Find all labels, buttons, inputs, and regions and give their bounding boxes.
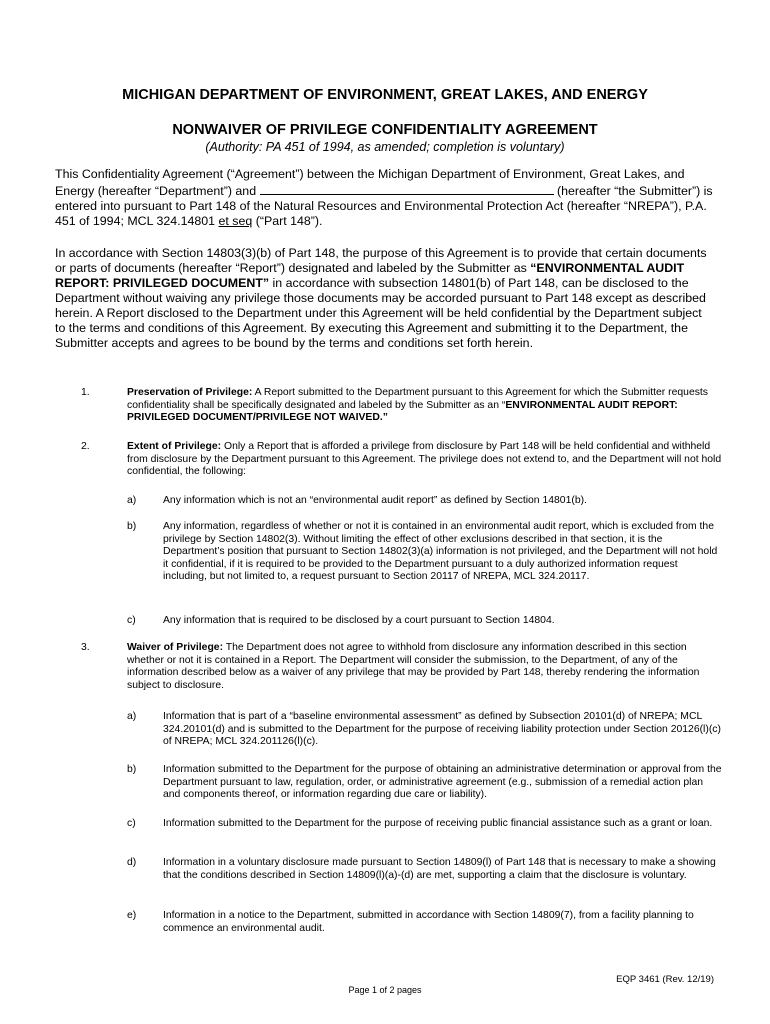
section-3-item-a-label: a)	[127, 711, 137, 722]
section-3-text: The Department does not agree to withhold from disclosure any information described in this section whether or not it is contained in a Report. The Department will consider the submission, to the Department, of any of the information described below as a waiver of any privilege that may be provided by Part 148, thereby rendering the information subject to disclosure.	[127, 642, 700, 691]
et-seq-text: et seq	[218, 214, 253, 228]
section-2-number: 2.	[81, 441, 90, 452]
section-3-item-d-label: d)	[127, 857, 137, 868]
section-3-item-e-label: e)	[127, 910, 137, 921]
section-2-item-c-text: Any information that is required to be disclosed by a court pursuant to Section 14804.	[163, 615, 555, 626]
intro-p2-text-a: In accordance with Section 14803(3)(b) of Part 148, the purpose of this Agreement is to provide that certain documents or parts of documents (hereafter “Report”) designated and labeled by the Submitter as	[55, 246, 707, 275]
document-title: NONWAIVER OF PRIVILEGE CONFIDENTIALITY AGREEMENT	[172, 122, 598, 138]
intro-p1-text-a: This Confidentiality Agreement (“Agreement”) between the Michigan Department of Environment, Great Lakes, and Energy (hereafter “Department”) and	[55, 167, 685, 198]
page-number: Page 1 of 2 pages	[348, 985, 422, 995]
section-1-number: 1.	[81, 387, 90, 398]
section-2-item-b-label: b)	[127, 521, 137, 532]
privileged-document-label: “ENVIRONMENTAL AUDIT REPORT: PRIVILEGED DOCUMENT”	[55, 261, 685, 290]
section-3-body	[127, 642, 722, 692]
agency-heading: MICHIGAN DEPARTMENT OF ENVIRONMENT, GREAT LAKES, AND ENERGY	[122, 87, 648, 103]
section-2-body	[127, 441, 722, 479]
section-2-item-a-label: a)	[127, 495, 137, 506]
form-number: EQP 3461 (Rev. 12/19)	[616, 974, 714, 985]
intro-paragraph-2	[55, 246, 715, 351]
section-3-item-c-text: Information submitted to the Department for the purpose of receiving public financial assistance such as a grant or loan.	[163, 818, 713, 829]
section-3-item-a-text: Information that is part of a “baseline environmental assessment” as defined by Subsection 20101(d) of NREPA; MCL 324.20101(d) and is submitted to the Department for the purpose of receiving liability protection under Section 20126(l)(c) of NREPA; MCL 324.201126(l)(c).	[163, 711, 721, 748]
section-2-item-b-text: Any information, regardless of whether or not it is contained in an environmental audit report, which is excluded from the privilege by Section 14802(3). Without limiting the effect of other exclusions described in that section, it is the Department’s position that pursuant to Section 14802(3)(a) information is not privileged, and the Department will not hold it confidential, if it is required to be provided to the Department pursuant to a duly authorized information request including, but not limited to, a request pursuant to Section 20117 of NREPA, MCL 324.20117.	[163, 521, 718, 583]
section-2-heading: Extent of Privilege:	[127, 441, 222, 452]
section-3-item-c-label: c)	[127, 818, 136, 829]
section-2-item-c-label: c)	[127, 615, 136, 626]
section-1-heading: Preservation of Privilege:	[127, 387, 253, 398]
section-3-item-d-text: Information in a voluntary disclosure made pursuant to Section 14809(l) of Part 148 that is necessary to make a showing that the conditions described in Section 14809(l)(a)-(d) are met, supporting a claim that the disclosure is voluntary.	[163, 857, 716, 881]
intro-p2-text-b: in accordance with subsection 14801(b) of Part 148, can be disclosed to the Department without waiving any privilege those documents may be accorded pursuant to Part 148 except as described herein. A Report disclosed to the Department under this Agreement will be held confidential by the Department subject to the terms and conditions of this Agreement. By executing this Agreement and submitting it to the Department, the Submitter accepts and agrees to be bound by the terms and conditions set forth herein.	[55, 276, 706, 350]
section-2-text: Only a Report that is afforded a privilege from disclosure by Part 148 will be held confidential and withheld from disclosure by the Department pursuant to this Agreement. The privilege does not extend to, and the Department will not hold confidential, the following:	[127, 441, 722, 478]
intro-p1-text-c: (“Part 148”).	[252, 214, 323, 228]
section-1-label-text: ENVIRONMENTAL AUDIT REPORT: PRIVILEGED DOCUMENT/PRIVILEGE NOT WAIVED.”	[127, 399, 678, 424]
submitter-name-blank[interactable]	[260, 182, 554, 195]
section-3-item-b-label: b)	[127, 764, 137, 775]
section-3-item-e-text: Information in a notice to the Department, submitted in accordance with Section 14809(7), from a facility planning to commence an environmental audit.	[163, 910, 694, 934]
section-3-number: 3.	[81, 642, 90, 653]
section-3-item-b-text: Information submitted to the Department for the purpose of obtaining an administrative determination or approval from the Department pursuant to law, regulation, order, or administrative agreement (e.g., submission of a remedial action plan and components thereof, or information regarding due care or liability).	[163, 764, 722, 801]
section-3-heading: Waiver of Privilege:	[127, 642, 224, 653]
intro-p1-text-b: (hereafter “the Submitter”) is entered into pursuant to Part 148 of the Natural Resources and Environmental Protection Act (hereafter “NREPA”), P.A. 451 of 1994; MCL 324.14801	[55, 184, 713, 228]
section-1-body	[127, 387, 722, 425]
section-2-item-a-text: Any information which is not an “environmental audit report” as defined by Section 14801(b).	[163, 495, 587, 506]
authority-line: (Authority: PA 451 of 1994, as amended; completion is voluntary)	[205, 140, 565, 154]
section-1-text: A Report submitted to the Department pursuant to this Agreement for which the Submitter requests confidentiality shall be specifically designated and labeled by the Submitter as an “	[127, 387, 709, 411]
intro-paragraph-1	[55, 167, 715, 229]
